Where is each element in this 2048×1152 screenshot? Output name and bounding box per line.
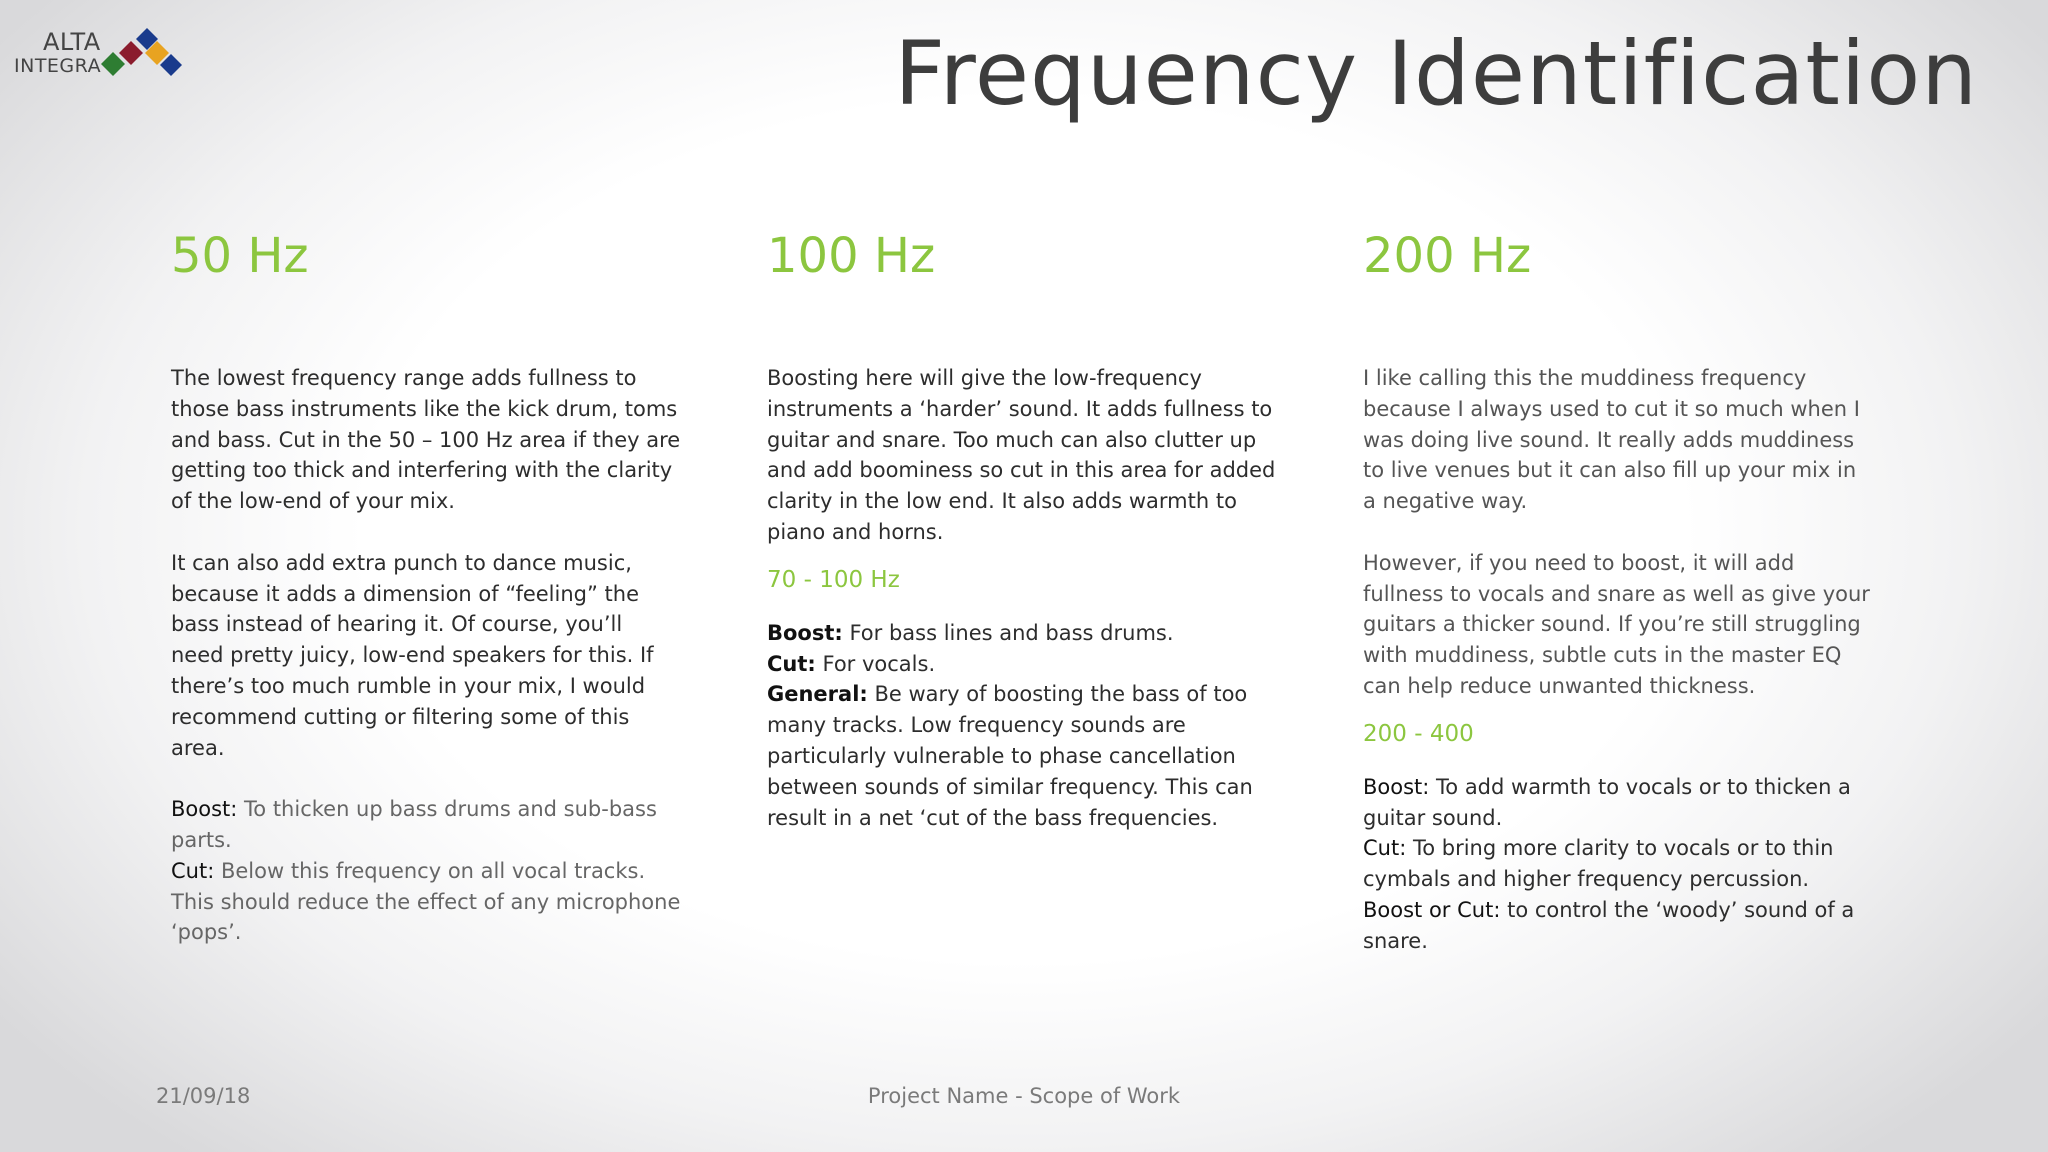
logo-diamond-green <box>101 52 125 76</box>
spec-boost <box>171 794 681 856</box>
spec-label: Cut: <box>171 858 215 883</box>
column-50hz <box>171 226 681 948</box>
spec-label: Cut: <box>767 651 816 676</box>
spec-text: To add warmth to vocals or to thicken a guitar sound. <box>1363 774 1851 830</box>
spec-cut <box>171 856 681 948</box>
paragraph-spacer <box>1363 517 1873 548</box>
footer-project-name: Project Name - Scope of Work <box>867 1084 1181 1108</box>
spec-general <box>767 679 1277 833</box>
company-logo <box>14 28 189 84</box>
footer-date: 21/09/18 <box>156 1084 251 1108</box>
spec-text: For vocals. <box>815 651 936 676</box>
logo-diamond-red <box>119 41 143 65</box>
spec-text: Be wary of boosting the bass of too many tracks. Low frequency sounds are particularly vulnerable to phase cancellation between sounds of similar frequency. This can result in a net ‘cut of the bass frequencies. <box>767 682 1253 830</box>
paragraph-spacer <box>171 517 681 548</box>
spec-text: To thicken up bass drums and sub-bass parts. <box>171 797 657 852</box>
description-paragraph: I like calling this the muddiness frequency because I always used to cut it so much when I was doing live sound. It really adds muddiness to live venues but it can also fill up your mix in a negative way. <box>1363 366 1860 514</box>
spec-boost <box>767 618 1277 649</box>
logo-diamonds-icon <box>101 28 196 80</box>
frequency-heading: 100 Hz <box>767 228 936 284</box>
description-paragraph: Boosting here will give the low-frequency instruments a ‘harder’ sound. It adds fullness to guitar and snare. Too much can also clutter up and add boominess so cut in this area for added clarity in the low end. It also adds warmth to piano and horns. <box>767 366 1276 544</box>
paragraph-spacer <box>171 763 681 794</box>
column-100hz <box>767 226 1277 833</box>
sub-range-label: 70 - 100 Hz <box>767 566 900 593</box>
spec-label: Boost: <box>767 620 843 645</box>
spec-text: to control the ‘woody’ sound of a snare. <box>1363 897 1855 953</box>
frequency-heading: 200 Hz <box>1363 228 1532 284</box>
sub-range-label: 200 - 400 <box>1363 720 1474 747</box>
spec-boost <box>1363 772 1873 834</box>
spec-label: Boost: <box>1363 774 1430 799</box>
column-200hz <box>1363 226 1873 957</box>
slide-title: Frequency Identification <box>894 22 1978 125</box>
description-paragraph: It can also add extra punch to dance music, because it adds a dimension of “feeling” the bass instead of hearing it. Of course, you’ll need pretty juicy, low-end speakers for this. If there’s too much rumble in your mix, I would recommend cutting or filtering some of this area. <box>171 550 654 760</box>
spec-label: Boost: <box>171 797 238 822</box>
spec-label: General: <box>767 682 868 707</box>
spec-boost-or-cut <box>1363 895 1873 957</box>
spec-text: Below this frequency on all vocal tracks. This should reduce the effect of any microphone ‘pops’. <box>171 858 681 945</box>
logo-text-alta: ALTA <box>43 28 101 56</box>
description-paragraph: However, if you need to boost, it will add fullness to vocals and snare as well as give your guitars a thicker sound. If you’re still struggling with muddiness, subtle cuts in the master EQ can help reduce unwanted thickness. <box>1363 550 1870 698</box>
spec-label: Cut: <box>1363 836 1407 861</box>
spec-label: Boost or Cut: <box>1363 897 1501 922</box>
spec-text: For bass lines and bass drums. <box>842 620 1174 645</box>
spec-text: To bring more clarity to vocals or to thin cymbals and higher frequency percussion. <box>1363 836 1834 892</box>
spec-cut <box>767 649 1277 680</box>
spec-cut <box>1363 833 1873 895</box>
logo-text-integra: INTEGRA <box>14 55 102 77</box>
frequency-heading: 50 Hz <box>171 228 309 284</box>
description-paragraph: The lowest frequency range adds fullness to those bass instruments like the kick drum, toms and bass. Cut in the 50 – 100 Hz area if they are getting too thick and interfering with the clarity of the low-end of your mix. <box>171 366 681 514</box>
